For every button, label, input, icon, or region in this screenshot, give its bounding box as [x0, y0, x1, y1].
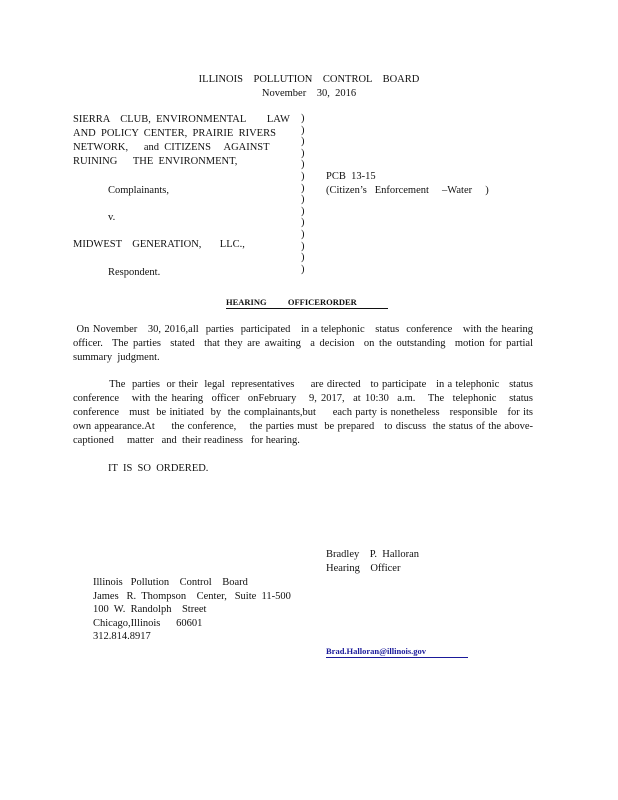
paren: )	[301, 147, 305, 159]
signature-name: Bradley P. Halloran	[326, 549, 420, 560]
order-date: November 30, 2016	[261, 88, 357, 99]
order-title: HEARING OFFICERORDER	[226, 297, 388, 309]
board-title: ILLINOIS POLLUTION CONTROL BOARD	[198, 74, 420, 85]
complainants-line: SIERRA CLUB, ENVIRONMENTAL LAW	[73, 114, 290, 125]
complainants-line: AND POLICY CENTER, PRAIRIE RIVERS	[73, 128, 276, 139]
email-link[interactable]: Brad.Halloran@illinois.gov	[326, 646, 468, 658]
paren: )	[301, 240, 305, 252]
complainants-line: RUINING THE ENVIRONMENT,	[73, 156, 238, 167]
case-number: PCB 13-15	[326, 171, 376, 182]
address-line: James R. Thompson Center, Suite 11-500	[93, 590, 291, 602]
paren: )	[301, 182, 305, 194]
paren: )	[301, 228, 305, 240]
paren: )	[301, 205, 305, 217]
address-line: 312.814.8917	[93, 631, 151, 642]
complainants-line: NETWORK, and CITIZENS AGAINST	[73, 142, 270, 153]
versus-label: v.	[108, 212, 116, 223]
complainants-label: Complainants,	[108, 185, 169, 196]
address-line: Chicago,Illinois 60601	[93, 617, 203, 629]
paren: )	[301, 263, 305, 275]
paren: )	[301, 159, 305, 171]
paren: )	[301, 252, 305, 264]
signature-title: Hearing Officer	[326, 563, 401, 574]
so-ordered: IT IS SO ORDERED.	[108, 463, 209, 474]
paren: )	[301, 124, 305, 136]
paren: )	[301, 136, 305, 148]
respondent-name: MIDWEST GENERATION, LLC.,	[73, 239, 245, 250]
paragraph-1: On November 30, 2016,all parties participated in a telephonic status conference with the hearing officer. The parties stated that they are awaiting a decision on the outstanding motion for partial summary judgment.	[73, 324, 539, 363]
address-block	[93, 576, 291, 644]
paren: )	[301, 217, 305, 229]
paren: )	[301, 113, 305, 124]
paren: )	[301, 194, 305, 206]
paragraph-2: The parties or their legal representatives are directed to participate in a telephonic status conference with the hearing officer onFebruary 9, 2017, at 10:30 a.m. The telephonic status conference must be initiated by the complainants,but each party is nonetheless responsible for its own appearance.At the conference, the parties must be prepared to discuss the status of the above-captioned matter and their readiness for hearing.	[73, 379, 536, 446]
address-line: Illinois Pollution Control Board	[93, 577, 248, 588]
complainants-block	[73, 113, 288, 169]
header	[0, 73, 618, 101]
paren: )	[301, 170, 305, 182]
caption-parens	[301, 113, 305, 275]
address-line: 100 W. Randolph Street	[93, 604, 207, 615]
respondent-label: Respondent.	[108, 267, 161, 278]
case-type: (Citizen’s Enforcement –Water )	[326, 185, 489, 196]
